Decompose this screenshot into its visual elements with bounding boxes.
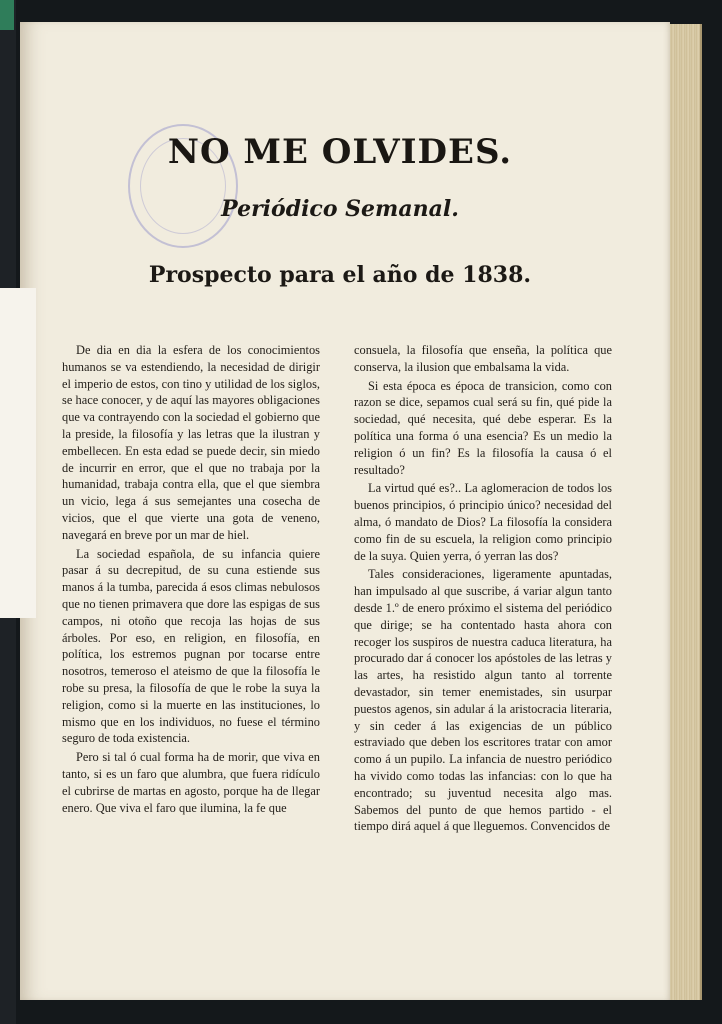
page-title: NO ME OLVIDES. [167, 132, 513, 172]
paragraph: La sociedad española, de su infancia quiere pasar á su decrepitud, de su cuna estiende sus manos á la tumba, parecida á esos climas nebulosos que no tienen primavera que dore las espigas de sus campos, ni otoño que recoja las hojas de sus árboles. Por eso, en religion, en filosofía, en política, los estremos pugnan por tocarse entre nosotros, temeroso el ateismo de que la filosofía le robe su presa, la filosofía de que le robe la suya la religion, como si la muerte en las instituciones, lo mismo que en los individuos, no fuese el término seguro de toda existencia. [62, 546, 320, 746]
page-marker-slip [0, 288, 36, 618]
paragraph: Pero si tal ó cual forma ha de morir, que viva en tanto, si es un faro que alumbra, que fuera ridículo el cubrirse de martas en agosto, porque ha de llegar enero. Que viva el faro que ilumina, la fe que [62, 750, 320, 815]
paragraph: La virtud qué es?.. La aglomeracion de todos los buenos principios, ó principio único? necesidad del alma, ó mandato de Dios? La filosofía la considera como fin de su escuela, la religion como principio de la suya. Quien yerra, ó yerran las dos? [354, 481, 612, 563]
left-column [62, 342, 320, 818]
page-subtitle: Periódico Semanal. [221, 196, 459, 222]
paragraph: Tales consideraciones, ligeramente apuntadas, han impulsado al que suscribe, á variar algun tanto desde 1.º de enero próximo el sistema del periódico que dirige; se ha contentado hasta ahora con recoger los suspiros de nuestra caduca literatura, ha procurado dar á conocer los apóstoles de las letras y las artes, ha resistido algun tanto al torrente devastador, sin temer enemistades, sin usurpar puestos agenos, sin adular á la aristocracia literaria, y sin ceder á las exigencias de un público estraviado que deben los escritores tratar con amor como á un pupilo. La infancia de nuestro periódico ha vivido como todas las infancias: con lo que ha encontrado; su juventud necesita algo mas. Sabemos del punto de que hemos partido - el tiempo dirá aquel á que lleguemos. Convencidos de [354, 567, 612, 834]
right-column [354, 342, 612, 837]
paragraph: consuela, la filosofía que enseña, la política que conserva, la ilusion que embalsama la vida. [354, 343, 612, 374]
spine-tab [0, 0, 14, 30]
paragraph: De dia en dia la esfera de los conocimientos humanos se va estendiendo, la necesidad de dirigir el imperio de estos, con tino y utilidad de los siglos, se hace conocer, y de aquí las mayores obligaciones que va contrayendo con la sociedad el gobierno que la preside, la filosofía y las letras que la ilustran y embellecen. En esta edad se puede decir, sin miedo de incurrir en error, que el que no trabaja por la humanidad, trabaja contra ella, que el que siembra un vicio, lega á sus semejantes una cosecha de vicios, que el que vierte una gota de veneno, navegará en breve por un mar de hiel. [62, 343, 320, 542]
paragraph: Si esta época es época de transicion, como con razon se dice, sepamos cual será su fin, qué pide la sociedad, qué necesita, qué debe esperar. Es la política una forma ó una esencia? Es un medio la religion ó un fin? Es la filosofía la causa ó el resultado? [354, 378, 612, 477]
prospecto-heading: Prospecto para el año de 1838. [148, 262, 532, 288]
